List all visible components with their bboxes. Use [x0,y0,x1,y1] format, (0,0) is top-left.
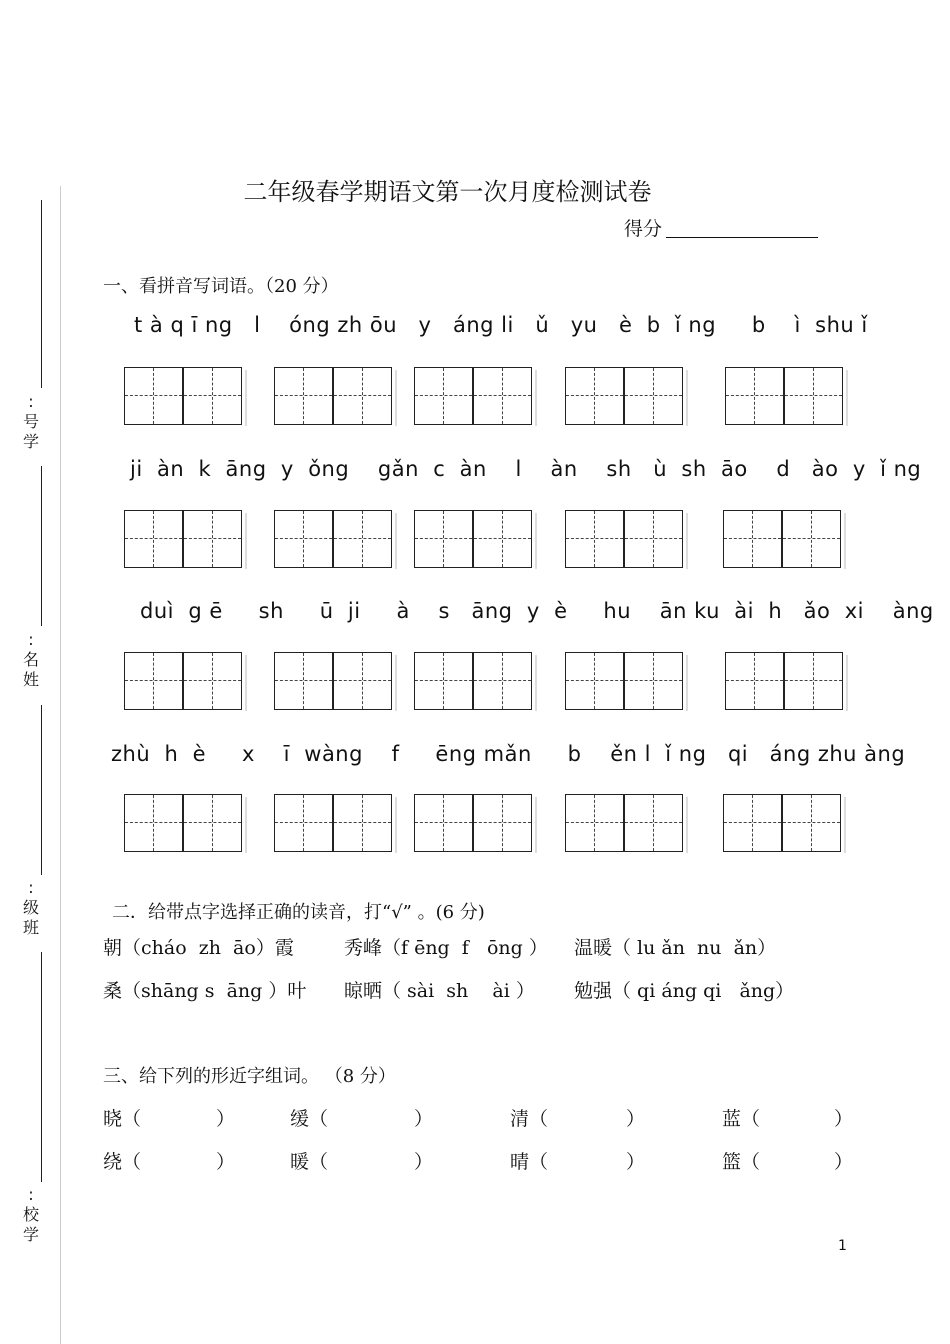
word-item: 绕（ [103,1151,142,1173]
label-class: : 级班 [22,878,39,937]
pinyin-row-1: t à q ī ng l óng zh ōu y áng li ǔ yu è b ǐ ng b ì shu ǐ [134,313,868,337]
writing-box[interactable] [414,652,532,710]
writing-box[interactable] [565,510,683,568]
reading-item[interactable]: 晾晒（ sài sh ài ） [344,980,535,1002]
word-close: ） [626,1108,646,1130]
word-close: ） [834,1151,854,1173]
word-close: ） [216,1108,236,1130]
margin-rule [41,705,42,875]
pinyin-row-4: zhù h è x ī wàng f ēng mǎn b ěn l ǐ ng qi áng zhu àng [111,742,906,766]
writing-box[interactable] [565,794,683,852]
writing-box[interactable] [414,794,532,852]
section3-heading: 三、给下列的形近字组词。 （8 分） [103,1066,396,1087]
word-item: 蓝（ [722,1108,761,1130]
word-item: 缓（ [290,1108,329,1130]
margin-rule [41,466,42,626]
word-close: ） [414,1151,434,1173]
page-number: 1 [838,1238,847,1254]
binding-margin-line [60,186,61,1344]
word-item: 暖（ [290,1151,329,1173]
writing-box[interactable] [725,652,843,710]
writing-box[interactable] [124,794,242,852]
pinyin-row-2: ji àn k āng y ǒng gǎn c àn l àn sh ù sh āo d ào y ǐ ng [130,457,922,481]
writing-box[interactable] [274,652,392,710]
word-close: ） [626,1151,646,1173]
label-name: : 名姓 [22,630,39,689]
word-close: ） [216,1151,236,1173]
score-blank[interactable] [666,237,818,238]
page-title: 二年级春学期语文第一次月度检测试卷 [243,178,652,206]
writing-box[interactable] [274,367,392,425]
writing-box[interactable] [565,652,683,710]
score-label: 得分 [624,218,663,240]
label-student-number: : 号学 [22,392,39,451]
writing-box[interactable] [124,510,242,568]
writing-box[interactable] [274,794,392,852]
word-close: ） [834,1108,854,1130]
writing-box[interactable] [274,510,392,568]
reading-item[interactable]: 勉强（ qi áng qi ǎng） [574,980,795,1002]
reading-item[interactable]: 秀峰（f ēng f ōng ） [344,937,548,959]
writing-box[interactable] [565,367,683,425]
pinyin-row-3: duì g ē sh ū ji à s āng y è hu ān ku ài h ǎo xi àng [140,599,934,623]
word-item: 晴（ [510,1151,549,1173]
reading-item[interactable]: 朝（cháo zh āo）霞 [103,937,294,959]
reading-item[interactable]: 桑（shāng s āng ）叶 [103,980,307,1002]
section1-heading: 一、看拼音写词语。（20 分） [103,276,339,297]
writing-box[interactable] [723,794,841,852]
writing-box[interactable] [124,652,242,710]
reading-item[interactable]: 温暖（ lu ǎn nu ǎn） [574,937,777,959]
writing-box[interactable] [414,510,532,568]
word-item: 清（ [510,1108,549,1130]
margin-rule [41,200,42,388]
margin-rule [41,952,42,1182]
writing-box[interactable] [725,367,843,425]
writing-box[interactable] [723,510,841,568]
label-school: : 校学 [22,1185,39,1244]
writing-box[interactable] [414,367,532,425]
writing-box[interactable] [124,367,242,425]
word-item: 篮（ [722,1151,761,1173]
word-close: ） [414,1108,434,1130]
section2-heading: 二．给带点字选择正确的读音，打“√” 。(6 分) [112,902,485,923]
word-item: 晓（ [103,1108,142,1130]
